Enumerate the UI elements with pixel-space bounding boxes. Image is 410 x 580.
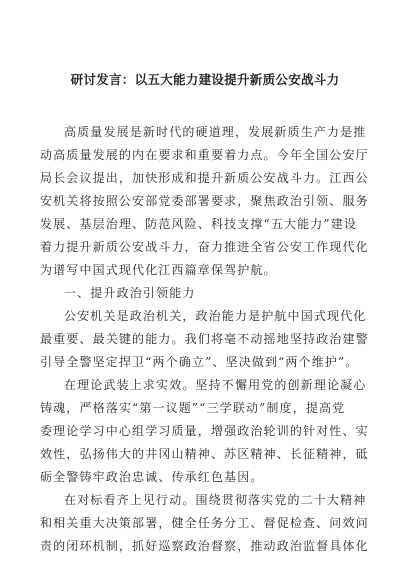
text-line: 动高质量发展的内在要求和重要着力点。今年全国公安厅 bbox=[40, 148, 369, 162]
text-line: 公安机关是政治机关，政治能力是护航中国式现代化 bbox=[64, 309, 367, 323]
text-line: 委理论学习中心组学习质量，增强政治轮训的针对性、实 bbox=[40, 424, 369, 438]
text-line: 局长会议提出，加快形成和提升新质公安战斗力。江西公 bbox=[40, 171, 369, 185]
text-line: 在理论武装上求实效。坚持不懈用党的创新理论凝心 bbox=[64, 378, 367, 392]
text-line: 效性，弘扬伟大的井冈山精神、苏区精神、长征精神，砥 bbox=[40, 447, 369, 461]
paragraph bbox=[40, 489, 370, 558]
section-heading: 一、提升政治引领能力 bbox=[64, 286, 196, 300]
text-line: 铸魂，严格落实“第一议题”“三学联动”制度，提高党 bbox=[40, 401, 346, 415]
text-line: 引导全警坚定捍卫“两个确立”、坚决做到“两个维护”。 bbox=[40, 355, 359, 369]
paragraph bbox=[40, 305, 370, 374]
text-line: 和相关重大决策部署，健全任务分工、督促检查、问效问 bbox=[40, 516, 369, 530]
text-line: 在对标看齐上见行动。围绕贯彻落实党的二十大精神 bbox=[64, 493, 367, 507]
text-line: 为谱写中国式现代化江西篇章保驾护航。 bbox=[40, 263, 277, 277]
text-line: 发展、基层治理、防范风险、科技支撑“五大能力”建设 bbox=[40, 217, 358, 231]
text-line: 责的闭环机制，抓好巡察政治督察，推动政治监督具体化 bbox=[40, 539, 369, 553]
text-line: 砺全警铸牢政治忠诚、传承红色基因。 bbox=[40, 470, 264, 484]
text-line: 最重要、最关键的能力。我们将毫不动摇地坚持政治建警 bbox=[40, 332, 369, 346]
text-line: 着力提升新质公安战斗力，奋力推进全省公安工作现代化 bbox=[40, 240, 369, 254]
text-line: 安机关将按照公安部党委部署要求，聚焦政治引领、服务 bbox=[40, 194, 369, 208]
paragraph bbox=[40, 374, 370, 489]
text-line: 高质量发展是新时代的硬道理，发展新质生产力是推 bbox=[64, 125, 367, 139]
paragraph bbox=[40, 121, 370, 282]
document-title: 研讨发言：以五大能力建设提升新质公安战斗力 bbox=[70, 72, 340, 87]
